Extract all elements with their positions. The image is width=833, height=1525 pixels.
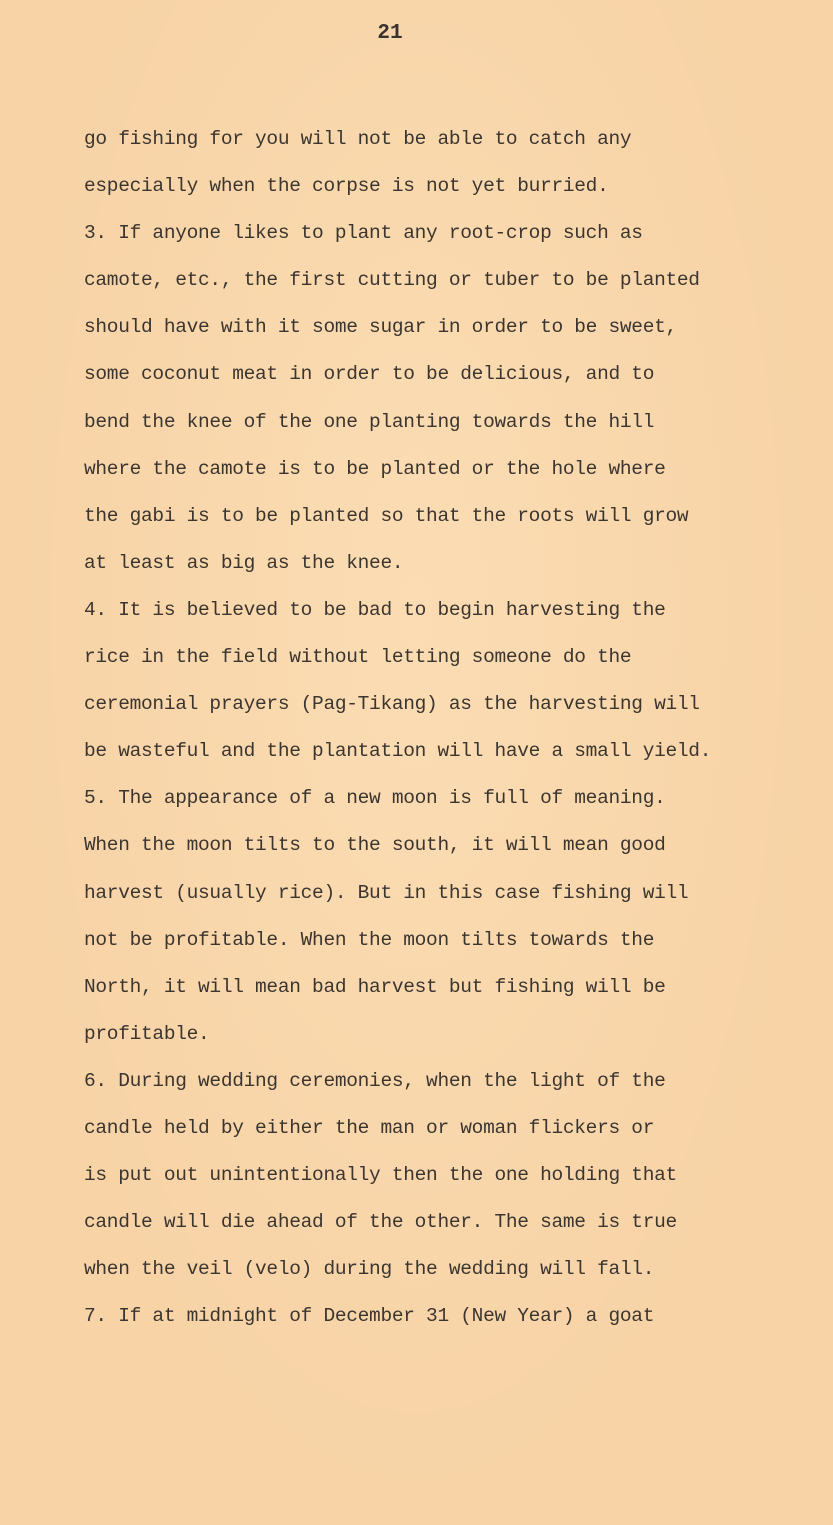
text-line: When the moon tilts to the south, it will mean good [84,834,666,857]
text-line: 7. If at midnight of December 31 (New Year) a goat [84,1305,655,1328]
text-line: rice in the field without letting someone do the [84,646,632,669]
text-line: ceremonial prayers (Pag-Tikang) as the harvesting will [84,693,700,716]
text-line: especially when the corpse is not yet burried. [84,175,609,198]
text-line: some coconut meat in order to be delicious, and to [84,363,655,386]
text-line: at least as big as the knee. [84,551,404,574]
text-line: camote, etc., the first cutting or tuber to be planted [84,269,700,292]
text-line: when the veil (velo) during the wedding will fall. [84,1258,655,1281]
text-line: 4. It is believed to be bad to begin harvesting the [84,598,666,621]
page-number: 21 [377,22,403,45]
text-line: go fishing for you will not be able to catch any [84,128,632,150]
text-line: harvest (usually rice). But in this case fishing will [84,881,689,904]
text-line: 3. If anyone likes to plant any root-crop such as [84,222,643,245]
text-line: North, it will mean bad harvest but fishing will be [84,975,666,998]
text-line: not be profitable. When the moon tilts towards the [84,928,655,951]
text-line: the gabi is to be planted so that the roots will grow [84,504,689,527]
body-text [84,124,784,1348]
text-line: should have with it some sugar in order to be sweet, [84,316,677,339]
text-line: candle will die ahead of the other. The same is true [84,1211,677,1234]
text-line: be wasteful and the plantation will have a small yield. [84,740,712,763]
text-line: candle held by either the man or woman flickers or [84,1116,655,1139]
text-line: 5. The appearance of a new moon is full of meaning. [84,787,666,810]
text-line: profitable. [84,1022,210,1045]
text-line: bend the knee of the one planting towards the hill [84,410,655,433]
text-line: where the camote is to be planted or the hole where [84,457,666,480]
text-line: 6. During wedding ceremonies, when the light of the [84,1069,666,1092]
text-line: is put out unintentionally then the one holding that [84,1164,677,1187]
